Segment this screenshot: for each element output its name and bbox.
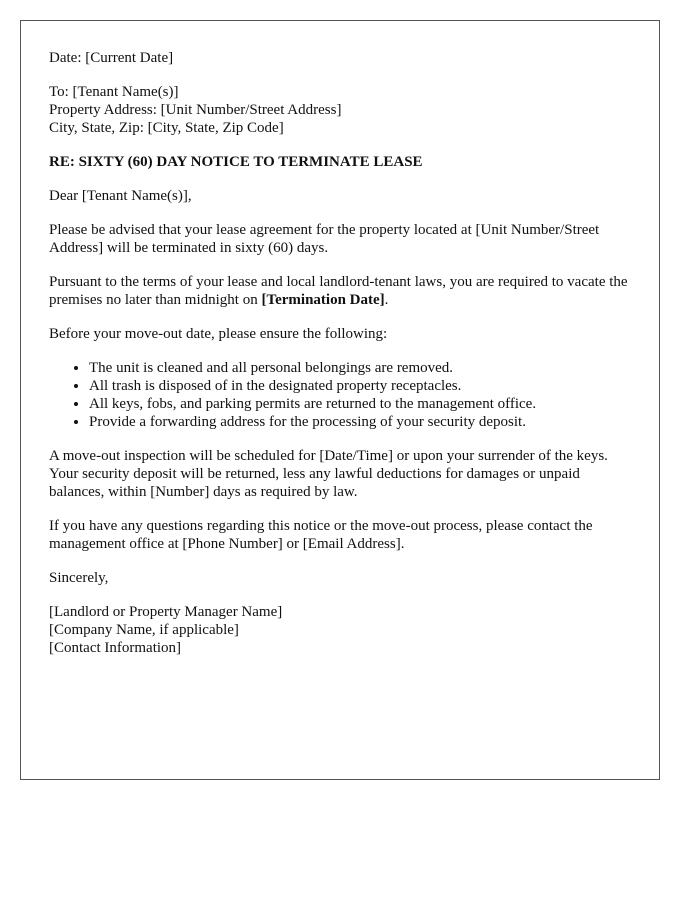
- move-out-checklist: [49, 359, 631, 431]
- vacate-text: Pursuant to the terms of your lease and local landlord-tenant laws, you are required to vacate the premises no later than midnight on: [49, 274, 628, 308]
- paragraph-termination: Please be advised that your lease agreement for the property located at [Unit Number/Street Address] will be terminated in sixty (60) days.: [49, 222, 600, 256]
- paragraph-questions: If you have any questions regarding this notice or the move-out process, please contact the management office at [Phone Number] or [Email Address].: [49, 518, 593, 552]
- signature-company: [Company Name, if applicable]: [49, 622, 239, 638]
- subject-line: RE: SIXTY (60) DAY NOTICE TO TERMINATE LEASE: [49, 154, 423, 170]
- vacate-period: .: [384, 292, 389, 308]
- signature-name: [Landlord or Property Manager Name]: [49, 604, 283, 620]
- recipient-block: [49, 83, 631, 137]
- salutation: Dear [Tenant Name(s)],: [49, 188, 192, 204]
- termination-date: [Termination Date]: [261, 292, 385, 308]
- checklist-intro: Before your move-out date, please ensure the following:: [49, 326, 388, 342]
- city-state-zip: City, State, Zip: [City, State, Zip Code]: [49, 120, 284, 136]
- paragraph-vacate: [49, 273, 631, 309]
- signature-block: [49, 603, 631, 657]
- signature-contact: [Contact Information]: [49, 640, 182, 656]
- date-line: Date: [Current Date]: [49, 50, 174, 66]
- letter-page: [20, 20, 660, 780]
- list-item: • All trash is disposed of in the designated property receptacles.: [89, 377, 631, 395]
- list-item: • Provide a forwarding address for the processing of your security deposit.: [89, 413, 631, 431]
- date-block: [49, 49, 631, 67]
- property-address: Property Address: [Unit Number/Street Address]: [49, 102, 342, 118]
- recipient-name: To: [Tenant Name(s)]: [49, 84, 179, 100]
- list-item: • The unit is cleaned and all personal belongings are removed.: [89, 359, 631, 377]
- list-item: • All keys, fobs, and parking permits are returned to the management office.: [89, 395, 631, 413]
- closing: Sincerely,: [49, 570, 109, 586]
- paragraph-inspection: A move-out inspection will be scheduled for [Date/Time] or upon your surrender of the keys. Your security deposit will be returned, less any lawful deductions for damages or unpaid balances, within [Number] days as required by law.: [49, 448, 608, 500]
